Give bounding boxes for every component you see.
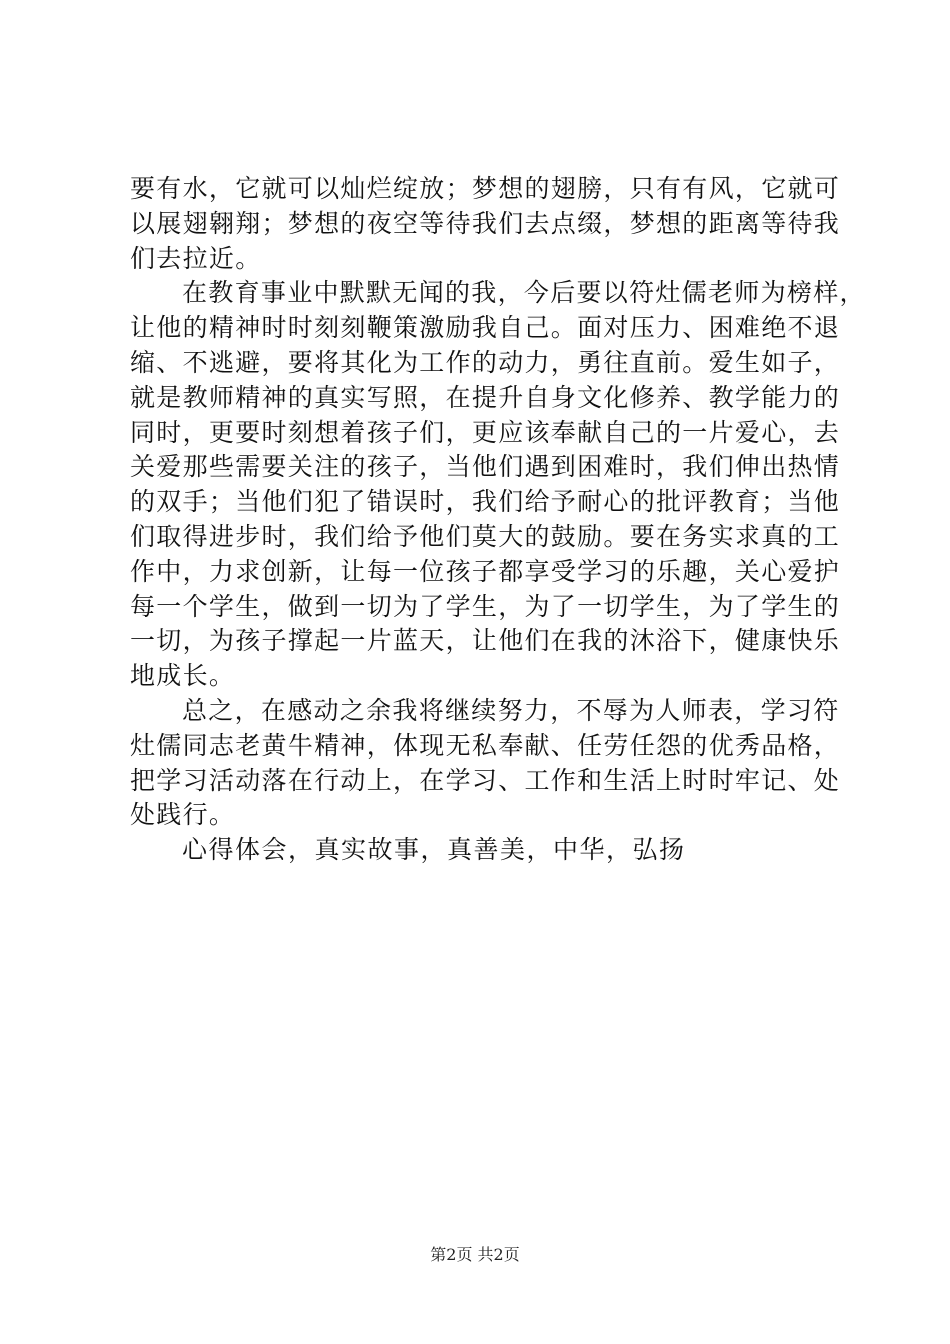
text-line: 每一个学生，做到一切为了学生，为了一切学生，为了学生的: [130, 591, 841, 621]
text-line: 缩、不逃避，要将其化为工作的动力，勇往直前。爱生如子，: [130, 347, 841, 377]
text-line: 一切，为孩子撑起一片蓝天，让他们在我的沐浴下，健康快乐: [130, 626, 841, 656]
text-line: 总之，在感动之余我将继续努力，不辱为人师表，学习符: [182, 695, 840, 725]
text-line: 在教育事业中默默无闻的我，今后要以符灶儒老师为榜样，: [182, 278, 866, 308]
text-line: 关爱那些需要关注的孩子，当他们遇到困难时，我们伸出热情: [130, 452, 841, 482]
body-text: [130, 172, 866, 868]
text-line: 们去拉近。: [130, 243, 262, 273]
text-line: 让他的精神时时刻刻鞭策激励我自己。面对压力、困难绝不退: [130, 313, 841, 343]
text-line: 要有水，它就可以灿烂绽放；梦想的翅膀，只有有风，它就可: [130, 174, 841, 203]
keywords-line: 心得体会，真实故事，真善美，中华，弘扬: [182, 835, 686, 865]
text-line: 们取得进步时，我们给予他们莫大的鼓励。要在务实求真的工: [130, 521, 841, 551]
text-line: 同时，更要时刻想着孩子们，更应该奉献自己的一片爱心，去: [130, 417, 841, 447]
text-line: 的双手；当他们犯了错误时，我们给予耐心的批评教育；当他: [130, 487, 841, 517]
text-line: 作中，力求创新，让每一位孩子都享受学习的乐趣，关心爱护: [130, 556, 841, 586]
text-line: 把学习活动落在行动上，在学习、工作和生活上时时牢记、处: [130, 765, 841, 795]
text-line: 处践行。: [130, 800, 236, 830]
text-line: 灶儒同志老黄牛精神，体现无私奉献、任劳任怨的优秀品格，: [130, 730, 841, 760]
text-line: 地成长。: [130, 661, 236, 691]
text-line: 以展翅翱翔；梦想的夜空等待我们去点缀，梦想的距离等待我: [130, 208, 841, 238]
text-line: 就是教师精神的真实写照，在提升自身文化修养、教学能力的: [130, 382, 841, 412]
page-footer: 第2页 共2页: [430, 1245, 520, 1264]
